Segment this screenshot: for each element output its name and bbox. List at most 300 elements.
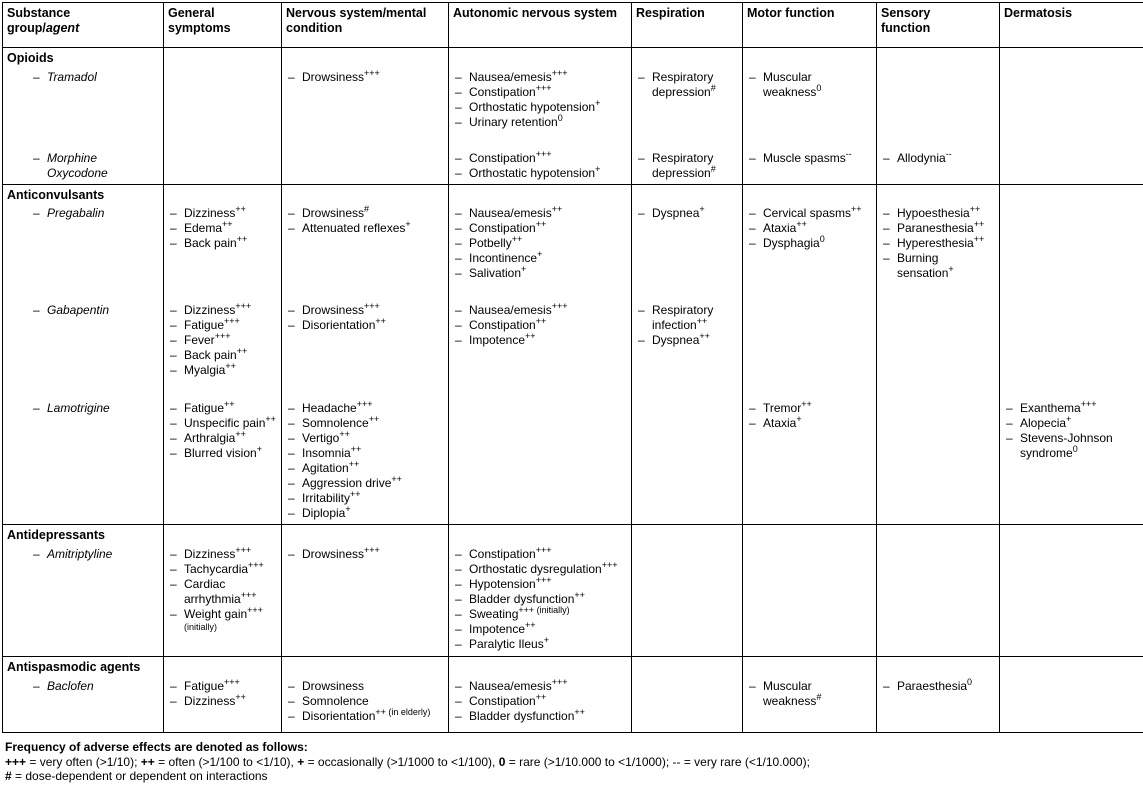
- motor-function-cell: [743, 544, 877, 657]
- legend-symbol: ++: [140, 754, 155, 769]
- frequency-superscript: #: [364, 204, 370, 214]
- effect-text: Dizziness+++: [184, 301, 252, 317]
- frequency-superscript: 0: [816, 82, 822, 93]
- effect-item: [288, 67, 444, 85]
- effect-text: Ataxia++: [763, 219, 807, 235]
- frequency-superscript: #: [710, 82, 716, 93]
- dash-bullet: –: [288, 416, 295, 430]
- frequency-superscript: +++: [518, 604, 535, 615]
- frequency-superscript: +++: [248, 559, 264, 570]
- dash-bullet: –: [455, 69, 462, 84]
- dash-bullet: –: [288, 708, 295, 723]
- effect-item: [288, 461, 444, 476]
- respiration-cell: [632, 676, 743, 733]
- frequency-superscript: +: [595, 97, 601, 108]
- frequency-superscript: ++: [236, 234, 248, 244]
- effect-text: Paranesthesia++: [897, 219, 985, 235]
- effect-item: [288, 679, 444, 694]
- dash-bullet: –: [455, 303, 462, 317]
- condition-superscript: (initially): [534, 604, 570, 615]
- effect-item: [170, 446, 277, 461]
- agent-name-line: Morphine: [47, 150, 98, 165]
- effect-item: [455, 318, 627, 333]
- header-line: Autonomic nervous system: [453, 6, 617, 20]
- general-symptoms-cell: [164, 67, 282, 148]
- effects-list: [164, 544, 281, 635]
- effect-text: Fatigue+++: [184, 676, 240, 693]
- group-antispasmodic-agents: [3, 657, 1143, 733]
- dermatosis-cell: [1000, 203, 1143, 300]
- dash-bullet: –: [883, 206, 890, 220]
- header-motor-function: [743, 3, 877, 48]
- effect-item: [455, 333, 627, 348]
- sensory-function-cell: [877, 148, 1000, 185]
- effect-text: Paralytic Ileus+: [469, 634, 549, 651]
- agent-name-line: Gabapentin: [47, 303, 110, 317]
- effect-text: Unspecific pain++: [184, 414, 276, 430]
- effect-text: Constipation++: [469, 691, 547, 708]
- frequency-superscript: ++: [696, 316, 708, 326]
- dash-bullet: –: [288, 476, 295, 490]
- effect-item: [455, 97, 627, 115]
- dash-bullet: –: [749, 206, 756, 220]
- effect-text: Muscular weakness#: [763, 678, 822, 708]
- effect-text: Aggression drive++: [302, 474, 402, 490]
- dash-bullet: –: [33, 150, 40, 165]
- dash-bullet: –: [455, 606, 462, 621]
- dash-bullet: –: [288, 303, 295, 317]
- effect-text: Muscular weakness$^0$: [763, 69, 822, 99]
- autonomic-nervous-system-cell: [449, 300, 632, 398]
- frequency-superscript: +++: [1080, 399, 1097, 409]
- frequency-superscript: --: [945, 148, 952, 159]
- effect-item: [288, 416, 444, 431]
- dash-bullet: –: [455, 591, 462, 606]
- agent-name-line: Oxycodone: [47, 165, 108, 180]
- effects-list: [164, 300, 281, 381]
- frequency-superscript: ++: [801, 399, 812, 409]
- effects-list: [282, 300, 448, 336]
- dash-bullet: –: [749, 150, 756, 165]
- effect-item: [883, 148, 995, 166]
- effect-text: Weight gain+++ (initially): [184, 607, 277, 632]
- effect-item: [1006, 416, 1139, 431]
- dash-bullet: –: [288, 221, 295, 235]
- frequency-superscript: +++: [235, 301, 252, 311]
- effect-text: Disorientation++ $^{(in elderly)}$: [302, 706, 431, 723]
- effect-item: [455, 148, 627, 166]
- frequency-superscript: ++: [525, 619, 536, 630]
- empty-cell: [1000, 48, 1143, 67]
- empty-cell: [282, 184, 449, 203]
- header-line: Nervous system/mental: [286, 6, 427, 20]
- dash-bullet: –: [749, 678, 756, 693]
- header-line: Motor function: [747, 6, 835, 20]
- dash-bullet: –: [288, 206, 295, 220]
- autonomic-nervous-system-cell: [449, 544, 632, 657]
- effect-text: Alopecia+: [1020, 414, 1072, 430]
- effects-list: [743, 148, 876, 169]
- effect-item: [288, 318, 444, 333]
- effect-item: [288, 544, 444, 562]
- effects-list: [877, 203, 999, 284]
- frequency-superscript: ++: [224, 399, 235, 409]
- empty-cell: [449, 525, 632, 544]
- effect-item: [288, 401, 444, 416]
- effect-text: Hyperesthesia++: [897, 234, 985, 250]
- dash-bullet: –: [288, 461, 295, 475]
- empty-cell: [632, 657, 743, 676]
- dash-bullet: –: [455, 693, 462, 708]
- note-below: (initially): [184, 621, 218, 632]
- dash-bullet: –: [749, 221, 756, 235]
- group-name: Antispasmodic agents: [7, 660, 141, 674]
- frequency-superscript: ++: [236, 346, 248, 356]
- dash-bullet: –: [170, 401, 177, 415]
- agent-name-cell: [3, 67, 164, 148]
- effects-list: [632, 300, 742, 351]
- dash-bullet: –: [455, 266, 462, 280]
- effect-item: [288, 706, 444, 724]
- frequency-superscript: --: [845, 148, 852, 159]
- dash-bullet: –: [883, 236, 890, 250]
- general-symptoms-cell: [164, 398, 282, 525]
- group-header-row: [3, 657, 1143, 676]
- effect-item: [1006, 431, 1139, 461]
- frequency-superscript: +++: [224, 316, 240, 326]
- effect-item: [455, 574, 627, 592]
- header-substance-group: [3, 3, 164, 48]
- frequency-superscript: 0: [557, 112, 563, 123]
- frequency-superscript: ++: [235, 691, 246, 702]
- header-line: function: [881, 21, 931, 35]
- dash-bullet: –: [288, 431, 295, 445]
- empty-cell: [877, 48, 1000, 67]
- effects-list: [1000, 398, 1143, 464]
- header-line: symptoms: [168, 21, 231, 35]
- effect-item: [288, 221, 444, 236]
- autonomic-nervous-system-cell: [449, 676, 632, 733]
- agent-name-line: Lamotrigine: [47, 401, 110, 415]
- frequency-superscript: +++: [551, 301, 568, 311]
- dash-bullet: –: [288, 506, 295, 520]
- dash-bullet: –: [638, 303, 645, 317]
- legend-symbol: 0: [498, 754, 506, 769]
- frequency-superscript: ++: [348, 459, 360, 469]
- empty-cell: [743, 525, 877, 544]
- header-line: Sensory: [881, 6, 931, 20]
- frequency-superscript: ++: [391, 474, 402, 484]
- effect-text: Dizziness++: [184, 204, 246, 220]
- dash-bullet: –: [288, 318, 295, 332]
- frequency-superscript: +++: [601, 559, 618, 570]
- effect-text: Back pain++: [184, 234, 248, 250]
- legend-title: Frequency of adverse effects are denoted as follows:: [5, 740, 308, 754]
- respiration-cell: [632, 203, 743, 300]
- dash-bullet: –: [883, 221, 890, 235]
- effects-list: [449, 148, 631, 184]
- effect-item: [288, 303, 444, 318]
- agent-row-tramadol: [3, 67, 1143, 148]
- effect-text: Disorientation++: [302, 316, 386, 332]
- nervous-system-cell: [282, 67, 449, 148]
- effect-item: [749, 221, 872, 236]
- frequency-superscript: ++: [574, 706, 585, 717]
- motor-function-cell: [743, 398, 877, 525]
- general-symptoms-cell: [164, 676, 282, 733]
- effect-text: Insomnia++: [302, 444, 362, 460]
- effects-list: [449, 203, 631, 284]
- effect-item: [455, 112, 627, 130]
- sensory-function-cell: [877, 398, 1000, 525]
- frequency-superscript: +++: [247, 604, 263, 615]
- effect-text: Urinary retention$^0$: [469, 112, 563, 129]
- effects-list: [164, 676, 281, 712]
- empty-cell: [164, 525, 282, 544]
- frequency-superscript: +++: [535, 82, 552, 93]
- frequency-superscript: ++: [973, 219, 985, 229]
- effect-item: [638, 206, 738, 221]
- empty-cell: [282, 657, 449, 676]
- dash-bullet: –: [170, 363, 177, 377]
- legend: [5, 740, 1143, 784]
- frequency-superscript: +: [256, 444, 262, 454]
- empty-cell: [164, 657, 282, 676]
- effect-text: Respiratory depression#: [652, 69, 716, 99]
- effect-text: Sweating+++ $^{(initially)}$: [469, 604, 570, 621]
- empty-cell: [1000, 525, 1143, 544]
- dash-bullet: –: [33, 678, 40, 693]
- effect-item: [455, 604, 627, 622]
- dash-bullet: –: [455, 576, 462, 591]
- effect-item: [638, 333, 738, 348]
- empty-cell: [164, 184, 282, 203]
- effects-list: [164, 203, 281, 254]
- dash-bullet: –: [288, 678, 295, 693]
- autonomic-nervous-system-cell: [449, 203, 632, 300]
- respiration-cell: [632, 544, 743, 657]
- effect-text: Tremor++: [763, 399, 812, 415]
- effect-item: [883, 236, 995, 251]
- agent-name: [33, 401, 161, 416]
- effect-text: Constipation++: [469, 316, 547, 332]
- effect-text: Somnolence: [302, 693, 369, 708]
- agent-name-lines: [47, 547, 112, 562]
- dash-bullet: –: [455, 206, 462, 220]
- legend-dose-line: # = dose-dependent or dependent on interactions: [5, 769, 268, 783]
- frequency-superscript: +++: [214, 331, 231, 341]
- dash-bullet: –: [455, 150, 462, 165]
- dash-bullet: –: [1006, 431, 1013, 445]
- effect-item: [749, 70, 872, 100]
- agent-name-cell: [3, 148, 164, 185]
- effects-list: [449, 676, 631, 727]
- frequency-superscript: 0: [819, 234, 825, 244]
- frequency-superscript: ++: [235, 204, 246, 214]
- effect-text: Drowsiness+++: [302, 544, 380, 561]
- dash-bullet: –: [288, 546, 295, 561]
- effect-text: Dyspnea++: [652, 331, 710, 347]
- effect-item: [638, 151, 738, 181]
- empty-cell: [449, 657, 632, 676]
- frequency-superscript: ++: [699, 331, 710, 341]
- sensory-function-cell: [877, 676, 1000, 733]
- effect-item: [455, 266, 627, 281]
- effect-item: [883, 251, 995, 281]
- dash-bullet: –: [170, 546, 177, 561]
- dash-bullet: –: [455, 84, 462, 99]
- dash-bullet: –: [288, 491, 295, 505]
- effect-item: [170, 577, 277, 607]
- sensory-function-cell: [877, 203, 1000, 300]
- effect-text: Orthostatic hypotension+: [469, 163, 601, 180]
- effects-list: [877, 148, 999, 169]
- dash-bullet: –: [33, 206, 40, 220]
- effect-item: [883, 676, 995, 694]
- effect-text: Somnolence++: [302, 414, 380, 430]
- dash-bullet: –: [170, 333, 177, 347]
- agent-row-morphine: [3, 148, 1143, 185]
- general-symptoms-cell: [164, 300, 282, 398]
- effect-text: Constipation++: [469, 219, 547, 235]
- effect-text: Impotence++: [469, 619, 536, 636]
- dash-bullet: –: [170, 206, 177, 220]
- dash-bullet: –: [749, 236, 756, 250]
- header-sensory-function: [877, 3, 1000, 48]
- effect-text: Fatigue+++: [184, 316, 240, 332]
- header-line: Dermatosis: [1004, 6, 1073, 20]
- frequency-superscript: +: [537, 249, 543, 259]
- frequency-superscript: ++: [511, 234, 523, 244]
- respiration-cell: [632, 67, 743, 148]
- agent-name-cell: [3, 544, 164, 657]
- effect-text: Dysphagia$^0$: [763, 234, 825, 250]
- effects-list: [743, 676, 876, 712]
- effect-text: Paraesthesia$^0$: [897, 676, 973, 693]
- group-name-cell: [3, 184, 164, 203]
- dash-bullet: –: [638, 206, 645, 220]
- agent-name-line: Tramadol: [47, 69, 97, 84]
- frequency-superscript: ++: [350, 489, 361, 499]
- empty-cell: [632, 184, 743, 203]
- dash-bullet: –: [455, 546, 462, 561]
- frequency-superscript: ++: [339, 429, 350, 439]
- agent-name-cell: [3, 203, 164, 300]
- effect-text: Nausea/emesis+++: [469, 301, 568, 317]
- frequency-superscript: ++: [525, 331, 536, 341]
- effects-list: [743, 398, 876, 434]
- effects-list: [632, 148, 742, 184]
- effects-list: [632, 203, 742, 224]
- header-row: [3, 3, 1143, 48]
- dash-bullet: –: [455, 333, 462, 347]
- frequency-superscript: ++: [796, 219, 807, 229]
- frequency-superscript: +++: [364, 67, 380, 78]
- effect-item: [749, 416, 872, 431]
- effects-list: [743, 67, 876, 103]
- dash-bullet: –: [170, 431, 177, 445]
- dash-bullet: –: [455, 678, 462, 693]
- dash-bullet: –: [455, 99, 462, 114]
- frequency-superscript: +++: [356, 399, 373, 409]
- group-name-cell: [3, 48, 164, 67]
- frequency-superscript: ++: [375, 706, 386, 717]
- effects-list: [282, 67, 448, 88]
- frequency-superscript: ++: [973, 234, 985, 244]
- agent-name: [33, 70, 161, 85]
- empty-cell: [1000, 657, 1143, 676]
- agent-name: [33, 206, 161, 221]
- effect-item: [455, 163, 627, 181]
- effect-text: Fever+++: [184, 331, 231, 347]
- effect-text: Attenuated reflexes+: [302, 219, 411, 235]
- effect-text: Vertigo++: [302, 429, 350, 445]
- header-line: General: [168, 6, 215, 20]
- effect-item: [455, 691, 627, 709]
- frequency-superscript: +: [595, 163, 601, 174]
- agent-name-cell: [3, 676, 164, 733]
- effect-item: [455, 251, 627, 266]
- motor-function-cell: [743, 300, 877, 398]
- header-substance-line1: Substance: [7, 6, 71, 20]
- empty-cell: [743, 48, 877, 67]
- frequency-superscript: +++: [235, 544, 252, 555]
- header-line: Respiration: [636, 6, 705, 20]
- frequency-superscript: +: [521, 264, 527, 274]
- effect-text: Cardiac arrhythmia+++: [184, 576, 257, 606]
- effects-list: [449, 300, 631, 351]
- effect-item: [749, 206, 872, 221]
- frequency-superscript: +: [1066, 414, 1072, 424]
- frequency-superscript: +++: [364, 301, 380, 311]
- effect-text: Stevens-Johnson syndrome$^0$: [1020, 431, 1113, 460]
- dash-bullet: –: [170, 303, 177, 317]
- agent-row-amitriptyline: [3, 544, 1143, 657]
- effect-text: Potbelly++: [469, 234, 523, 250]
- frequency-superscript: ++: [551, 204, 563, 214]
- effect-text: Tachycardia+++: [184, 559, 264, 576]
- empty-cell: [877, 184, 1000, 203]
- nervous-system-cell: [282, 300, 449, 398]
- effect-text: Orthostatic dysregulation+++: [469, 559, 618, 576]
- frequency-superscript: ++: [368, 414, 380, 424]
- dash-bullet: –: [455, 318, 462, 332]
- effect-item: [749, 679, 872, 709]
- autonomic-nervous-system-cell: [449, 148, 632, 185]
- frequency-superscript: ++: [535, 316, 547, 326]
- dash-bullet: –: [749, 69, 756, 84]
- frequency-superscript: +++: [535, 544, 552, 555]
- effect-text: Cervical spasms++: [763, 204, 862, 220]
- effect-text: Drowsiness+++: [302, 67, 380, 84]
- respiration-cell: [632, 300, 743, 398]
- dermatosis-cell: [1000, 398, 1143, 525]
- frequency-superscript: ++: [222, 219, 233, 229]
- effect-text: Hypotension+++: [469, 574, 552, 591]
- legend-symbol: +: [297, 754, 305, 769]
- dash-bullet: –: [170, 236, 177, 250]
- dash-bullet: –: [883, 150, 890, 165]
- effect-text: Constipation+++: [469, 148, 552, 165]
- effect-text: Edema++: [184, 219, 233, 235]
- empty-cell: [743, 657, 877, 676]
- motor-function-cell: [743, 203, 877, 300]
- agent-name-lines: [47, 70, 97, 85]
- effect-item: [170, 401, 277, 416]
- legend-symbol: +++: [5, 754, 27, 769]
- dash-bullet: –: [288, 401, 295, 415]
- effect-text: Constipation+++: [469, 544, 552, 561]
